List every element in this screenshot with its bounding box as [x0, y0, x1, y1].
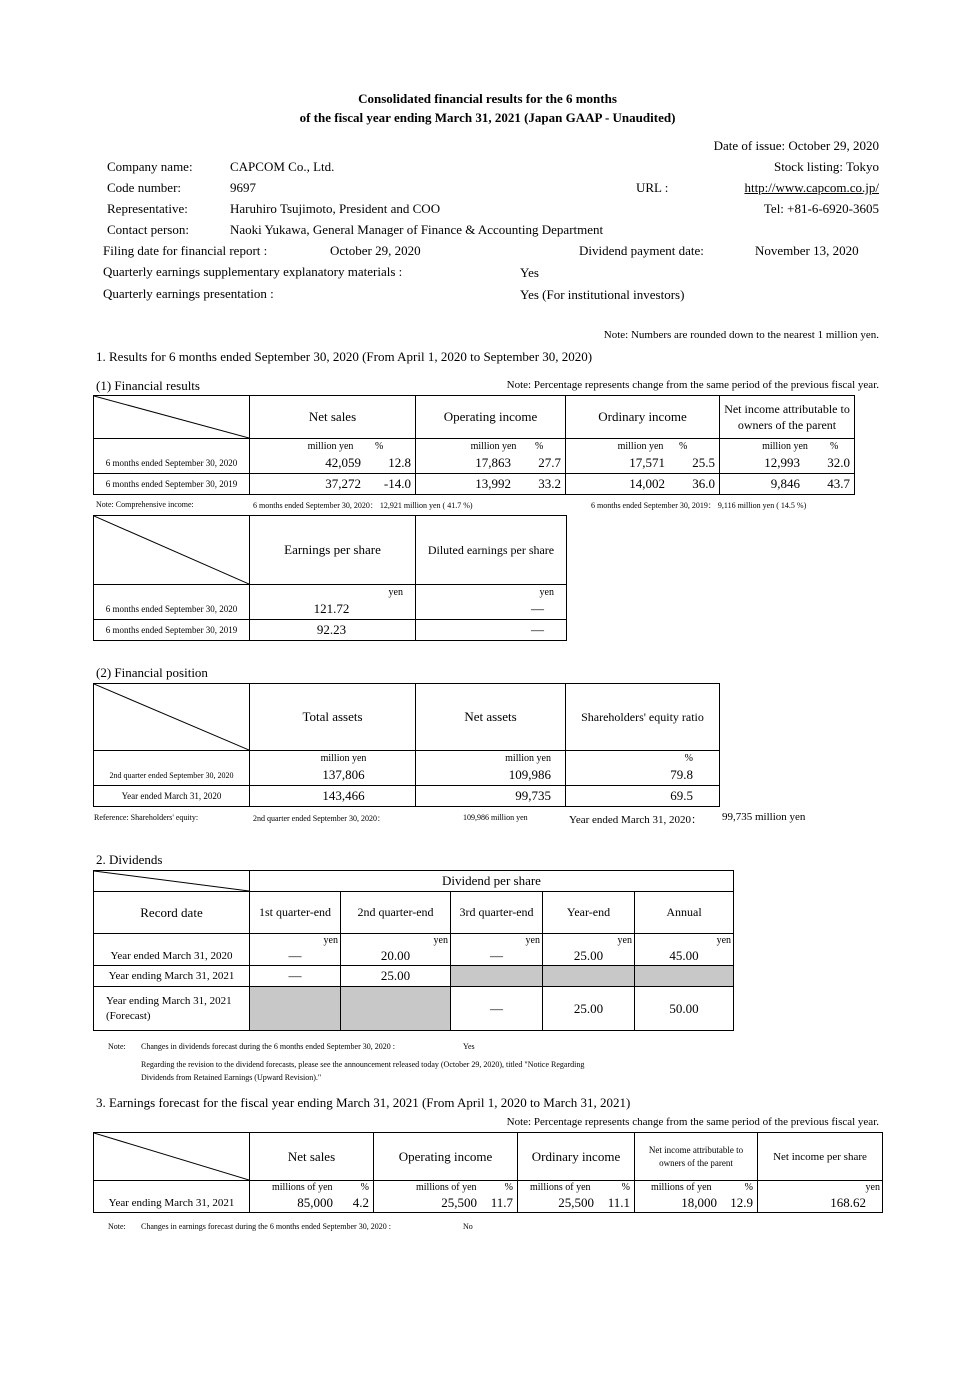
cell-value: — — [416, 600, 567, 620]
cell-value — [451, 966, 543, 987]
section3-heading: 3. Earnings forecast for the fiscal year ending March 31, 2021 (From April 1, 2020 to March 31, 2021) — [96, 1095, 631, 1110]
unit-pct: % — [504, 1182, 513, 1194]
diagonal-header-cell — [94, 396, 250, 439]
cell-value: 69.5 — [566, 786, 720, 807]
col-equity-ratio: Shareholders' equity ratio — [566, 684, 720, 751]
col-diluted-eps: Diluted earnings per share — [416, 516, 567, 585]
record-date-header: Record date — [94, 892, 250, 934]
cell-value: 25,500 — [558, 1195, 594, 1211]
doc-title-line2: of the fiscal year ending March 31, 2021 (Japan GAAP - Unaudited) — [299, 110, 676, 125]
dividend-note-value: Yes — [463, 1042, 475, 1051]
code-label: Code number: — [107, 180, 182, 195]
cell-value — [635, 966, 734, 987]
comp-income-2020: 6 months ended September 30, 2020： 12,921 million yen ( 41.7 %) — [253, 501, 473, 510]
row-label: Year ended March 31, 2020 — [94, 786, 250, 807]
cell-value: 37,272 — [325, 476, 361, 491]
unit-pct: % — [566, 751, 720, 766]
row-label: Year ending March 31, 2021 (Forecast) — [94, 987, 250, 1031]
cell-value: 109,986 — [416, 766, 566, 786]
cell-value — [250, 987, 341, 1031]
filing-label: Filing date for financial report : — [103, 243, 268, 258]
cell-value — [543, 966, 635, 987]
url-label: URL : — [636, 180, 669, 195]
dividend-payment-value: November 13, 2020 — [755, 243, 859, 258]
cell-value: 25.00 — [543, 948, 635, 966]
table-row — [94, 454, 855, 474]
supp-materials-label: Quarterly earnings supplementary explanatory materials : — [103, 264, 403, 279]
row-label: 6 months ended September 30, 2019 — [94, 620, 250, 641]
company-value: CAPCOM Co., Ltd. — [230, 159, 335, 174]
unit-yen: yen — [635, 934, 734, 948]
diagonal-header-cell — [94, 871, 250, 892]
row-label: 6 months ended September 30, 2019 — [94, 474, 250, 495]
ref-equity-label: Reference: Shareholders' equity: — [94, 813, 199, 822]
dividend-note-line3: Dividends from Retained Earnings (Upward Revision)." — [141, 1073, 322, 1082]
col-net-assets: Net assets — [416, 684, 566, 751]
unit-million: million yen — [307, 440, 354, 452]
rep-label: Representative: — [107, 201, 188, 216]
col-eps: Earnings per share — [250, 516, 416, 585]
cell-value: 143,466 — [250, 786, 416, 807]
table-row — [94, 987, 734, 1031]
presentation-value: Yes (For institutional investors) — [520, 287, 685, 302]
cell-value: 45.00 — [635, 948, 734, 966]
stock-listing: Stock listing: Tokyo — [773, 159, 879, 174]
ref-equity-q2: 2nd quarter ended September 30, 2020： — [253, 814, 385, 823]
col-q2-end: 2nd quarter-end — [341, 892, 451, 934]
contact-label: Contact person: — [107, 222, 189, 237]
dividend-note-label: Note: — [108, 1042, 126, 1051]
cell-value: 17,571 — [629, 455, 665, 471]
dividend-note-line1: Changes in dividends forecast during the 6 months ended September 30, 2020 : — [141, 1042, 395, 1051]
dividend-note-line2: Regarding the revision to the dividend forecasts, please see the announcement released today (October 29, 2020), titled "Notice Regarding — [141, 1060, 585, 1069]
doc-title-line1: Consolidated financial results for the 6 months — [358, 91, 617, 106]
cell-value: 99,735 — [416, 786, 566, 807]
cell-value — [341, 987, 451, 1031]
cell-pct: 27.7 — [538, 455, 561, 471]
col-q1-end: 1st quarter-end — [250, 892, 341, 934]
col-operating-income: Operating income — [374, 1133, 518, 1181]
contact-value: Naoki Yukawa, General Manager of Finance & Accounting Department — [230, 222, 604, 237]
cell-value: 12,993 — [764, 455, 800, 471]
cell-value: 18,000 — [681, 1195, 717, 1211]
col-net-income-per-share: Net income per share — [758, 1133, 883, 1181]
comp-income-2019: 6 months ended September 30, 2019： 9,116 million yen ( 14.5 %) — [591, 501, 807, 510]
cell-value: 137,806 — [250, 766, 416, 786]
cell-value: 85,000 — [297, 1195, 333, 1211]
table-row — [94, 1195, 883, 1213]
rounding-note: Note: Numbers are rounded down to the nearest 1 million yen. — [603, 329, 879, 341]
cell-pct: 12.8 — [388, 455, 411, 471]
table-row — [94, 600, 567, 620]
cell-value: 9,846 — [770, 476, 800, 491]
ref-equity-q2-value: 109,986 million yen — [463, 813, 528, 822]
supp-materials-value: Yes — [520, 265, 539, 280]
eps-table — [93, 515, 567, 641]
cell-value: — — [416, 620, 567, 641]
unit-millions: millions of yen — [651, 1182, 712, 1194]
cell-value: 79.8 — [566, 766, 720, 786]
diagonal-header-cell — [94, 1133, 250, 1181]
col-operating-income: Operating income — [416, 396, 566, 439]
row-label: Year ending March 31, 2021 — [94, 966, 250, 987]
unit-pct: % — [830, 440, 839, 452]
table-row — [94, 966, 734, 987]
unit-million: million yen — [762, 440, 808, 452]
unit-yen: yen — [758, 1181, 883, 1195]
cell-value: — — [451, 987, 543, 1031]
unit-yen: yen — [416, 585, 567, 600]
cell-value: 168.62 — [758, 1195, 883, 1213]
table-row — [94, 766, 720, 786]
cell-value: 13,992 — [475, 476, 511, 491]
cell-value: 50.00 — [635, 987, 734, 1031]
presentation-label: Quarterly earnings presentation : — [103, 286, 274, 301]
unit-yen: yen — [451, 934, 543, 948]
unit-millions: millions of yen — [272, 1182, 333, 1194]
cell-value: 121.72 — [250, 600, 416, 620]
cell-value: 20.00 — [341, 948, 451, 966]
tel: Tel: +81-6-6920-3605 — [763, 201, 879, 216]
cell-pct: 25.5 — [692, 455, 715, 471]
dividends-table — [93, 870, 734, 1031]
cell-value: 92.23 — [250, 620, 416, 641]
col-net-income-parent: Net income attributable to owners of the parent — [720, 396, 855, 439]
date-of-issue: Date of issue: October 29, 2020 — [713, 138, 879, 153]
table-row — [94, 474, 855, 495]
unit-yen: yen — [250, 585, 416, 600]
unit-pct: % — [744, 1182, 753, 1194]
unit-pct: % — [375, 440, 384, 452]
unit-million: million yen — [470, 440, 517, 452]
cell-value: 17,863 — [475, 455, 511, 471]
cell-value: — — [250, 948, 341, 966]
financial-results-heading: (1) Financial results — [96, 378, 200, 393]
cell-value: 14,002 — [629, 476, 665, 491]
financial-position-table — [93, 683, 720, 807]
col-year-end: Year-end — [543, 892, 635, 934]
diagonal-header-cell — [94, 516, 250, 585]
col-q3-end: 3rd quarter-end — [451, 892, 543, 934]
row-label: 6 months ended September 30, 2020 — [94, 454, 250, 474]
cell-pct: 43.7 — [827, 476, 850, 491]
unit-pct: % — [535, 440, 544, 452]
cell-pct: -14.0 — [383, 476, 411, 491]
unit-pct: % — [679, 440, 688, 452]
financial-results-table — [93, 395, 855, 495]
table-row — [94, 620, 567, 641]
unit-millions: millions of yen — [530, 1182, 591, 1194]
forecast-table — [93, 1132, 883, 1213]
unit-million: million yen — [250, 751, 416, 766]
unit-millions: millions of yen — [416, 1182, 477, 1194]
row-label: Year ended March 31, 2020 — [94, 948, 250, 966]
cell-value: 25.00 — [341, 966, 451, 987]
col-net-sales: Net sales — [250, 396, 416, 439]
dividend-per-share-header: Dividend per share — [250, 871, 734, 892]
filing-value: October 29, 2020 — [330, 243, 421, 258]
cell-value: 25,500 — [441, 1195, 477, 1211]
pct-note-1: Note: Percentage represents change from the same period of the previous fiscal year. — [506, 379, 879, 391]
section1-heading: 1. Results for 6 months ended September 30, 2020 (From April 1, 2020 to September 30, 2020) — [96, 349, 593, 364]
col-net-income-parent: Net income attributable to owners of the parent — [635, 1133, 758, 1181]
unit-yen: yen — [341, 934, 451, 948]
cell-pct: 36.0 — [692, 476, 715, 491]
col-total-assets: Total assets — [250, 684, 416, 751]
cell-pct: 11.7 — [490, 1195, 513, 1211]
cell-pct: 12.9 — [730, 1195, 753, 1211]
cell-pct: 32.0 — [827, 455, 850, 471]
dividend-payment-label: Dividend payment date: — [579, 243, 704, 258]
col-annual: Annual — [635, 892, 734, 934]
cell-pct: 4.2 — [352, 1195, 369, 1211]
company-label: Company name: — [107, 159, 193, 174]
col-net-sales: Net sales — [250, 1133, 374, 1181]
forecast-note-value: No — [463, 1222, 473, 1231]
cell-pct: 33.2 — [538, 476, 561, 491]
forecast-note-text: Changes in earnings forecast during the 6 months ended September 30, 2020 : — [141, 1222, 391, 1231]
unit-pct: % — [360, 1182, 369, 1194]
dividends-heading: 2. Dividends — [96, 852, 163, 867]
diagonal-header-cell — [94, 684, 250, 751]
code-value: 9697 — [230, 180, 256, 195]
pct-note-3: Note: Percentage represents change from the same period of the previous fiscal year. — [506, 1116, 879, 1128]
company-url-link[interactable]: http://www.capcom.co.jp/ — [744, 180, 879, 195]
cell-value: 25.00 — [543, 987, 635, 1031]
financial-position-heading: (2) Financial position — [96, 665, 208, 680]
row-label: 6 months ended September 30, 2020 — [94, 600, 250, 620]
col-ordinary-income: Ordinary income — [518, 1133, 635, 1181]
unit-million: million yen — [617, 440, 664, 452]
ref-equity-year-value: 99,735 million yen — [722, 811, 806, 823]
cell-value: — — [250, 966, 341, 987]
row-label: 2nd quarter ended September 30, 2020 — [94, 766, 250, 786]
unit-yen: yen — [543, 934, 635, 948]
unit-million: million yen — [416, 751, 566, 766]
ref-equity-year: Year ended March 31, 2020： — [569, 814, 702, 826]
forecast-note-label: Note: — [108, 1222, 126, 1231]
unit-pct: % — [621, 1182, 630, 1194]
unit-yen: yen — [250, 934, 341, 948]
rep-value: Haruhiro Tsujimoto, President and COO — [230, 201, 441, 216]
cell-pct: 11.1 — [607, 1195, 630, 1211]
row-label: Year ending March 31, 2021 — [94, 1195, 250, 1213]
cell-value: 42,059 — [325, 455, 361, 471]
table-row — [94, 786, 720, 807]
comp-income-label: Note: Comprehensive income: — [96, 500, 194, 509]
cell-value: — — [451, 948, 543, 966]
col-ordinary-income: Ordinary income — [566, 396, 720, 439]
table-row — [94, 948, 734, 966]
